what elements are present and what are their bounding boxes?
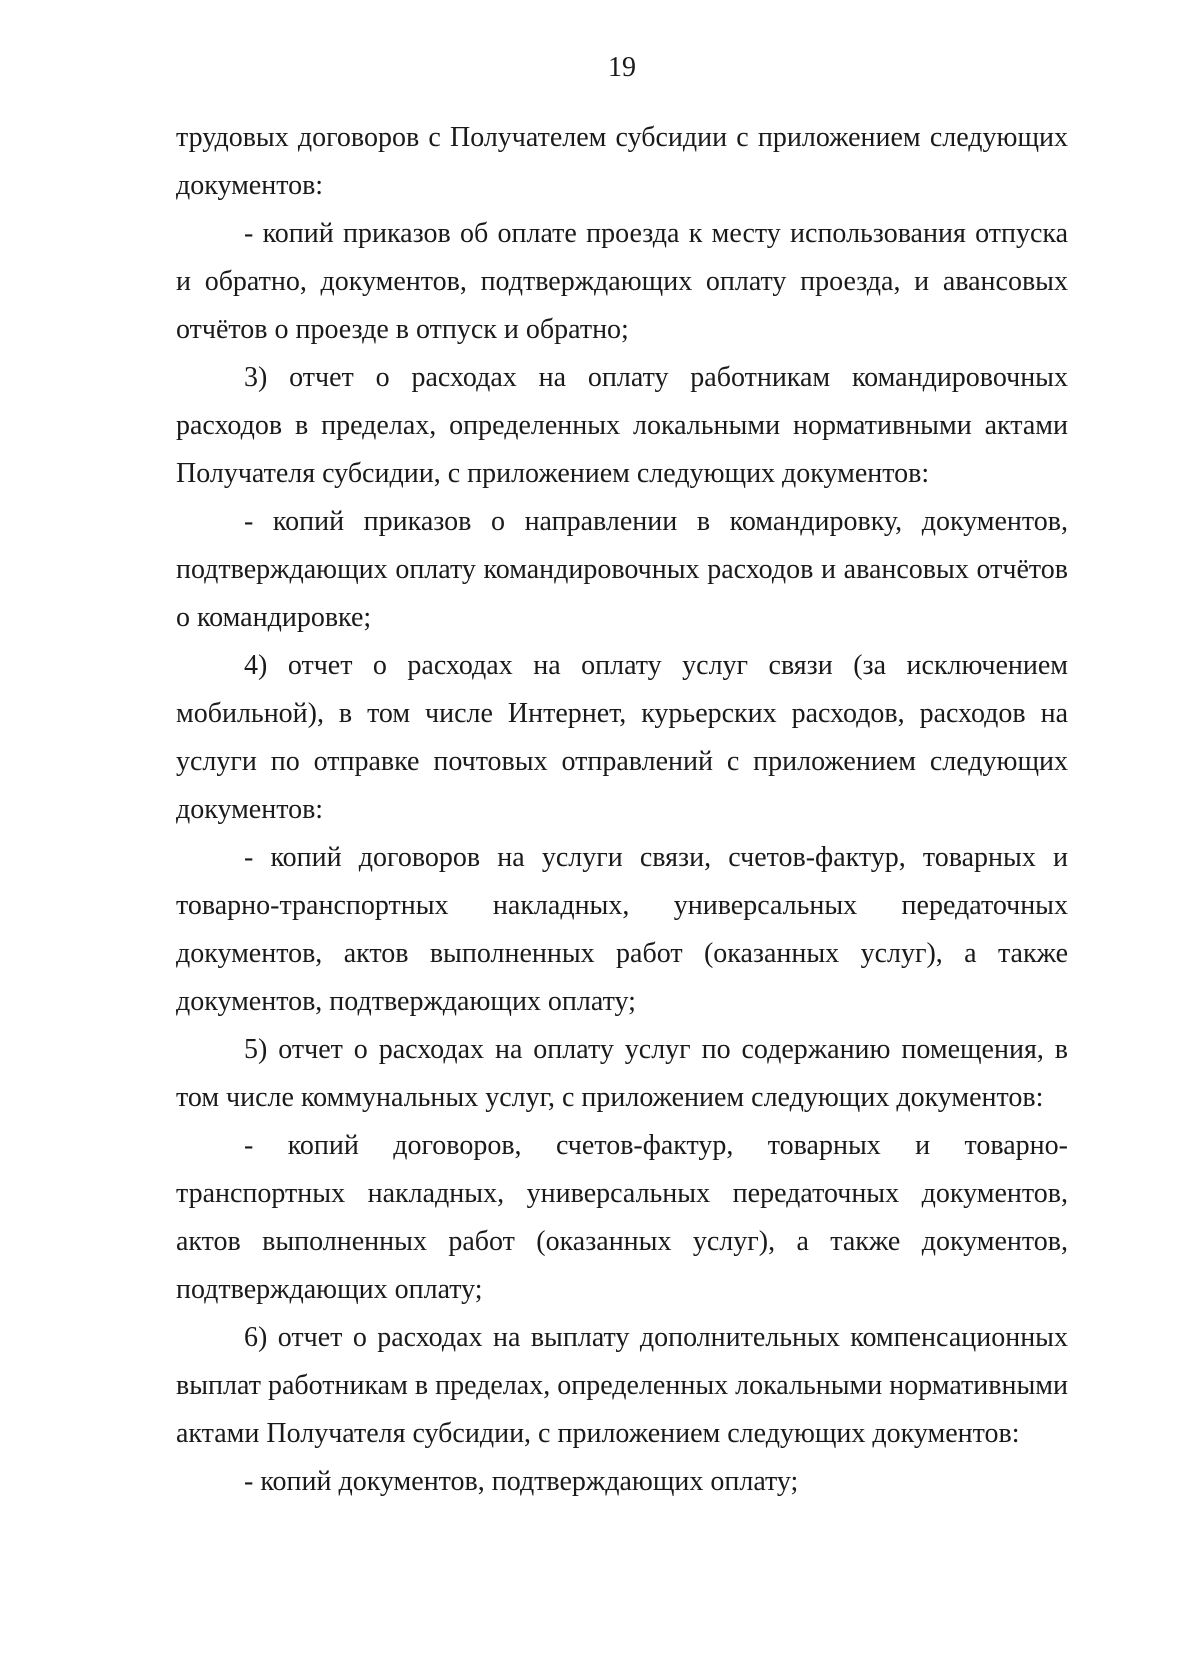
paragraph-point-5: 5) отчет о расходах на оплату услуг по содержанию помещения, в том числе коммунальных услуг, с приложением следующих документов: (176, 1034, 1068, 1113)
paragraph-continuation: трудовых договоров с Получателем субсидии с приложением следующих документов: (176, 122, 1068, 201)
paragraph-point-6: 6) отчет о расходах на выплату дополнительных компенсационных выплат работникам в пределах, определенных локальными нормативными актами Получателя субсидии, с приложением следующих документов: (176, 1322, 1068, 1449)
paragraph-list-item: - копий приказов о направлении в командировку, документов, подтверждающих оплату командировочных расходов и авансовых отчётов о командировке; (176, 506, 1068, 633)
page-number: 19 (608, 52, 636, 83)
paragraph-point-3: 3) отчет о расходах на оплату работникам командировочных расходов в пределах, определенных локальными нормативными актами Получателя субсидии, с приложением следующих документов: (176, 362, 1068, 489)
paragraph-point-4: 4) отчет о расходах на оплату услуг связи (за исключением мобильной), в том числе Интернет, курьерских расходов, расходов на услуги по отправке почтовых отправлений с приложением следующих документов: (176, 650, 1068, 825)
paragraph-list-item: - копий документов, подтверждающих оплату; (244, 1466, 799, 1497)
paragraph-list-item: - копий приказов об оплате проезда к месту использования отпуска и обратно, документов, подтверждающих оплату проезда, и авансовых отчётов о проезде в отпуск и обратно; (176, 218, 1068, 345)
paragraph-list-item: - копий договоров, счетов-фактур, товарных и товарно-транспортных накладных, универсальных передаточных документов, актов выполненных работ (оказанных услуг), а также документов, подтверждающих оплату; (176, 1130, 1068, 1305)
paragraph-list-item: - копий договоров на услуги связи, счетов-фактур, товарных и товарно-транспортных накладных, универсальных передаточных документов, актов выполненных работ (оказанных услуг), а также документов, подтверждающих оплату; (176, 842, 1068, 1017)
document-body (176, 114, 1068, 1506)
